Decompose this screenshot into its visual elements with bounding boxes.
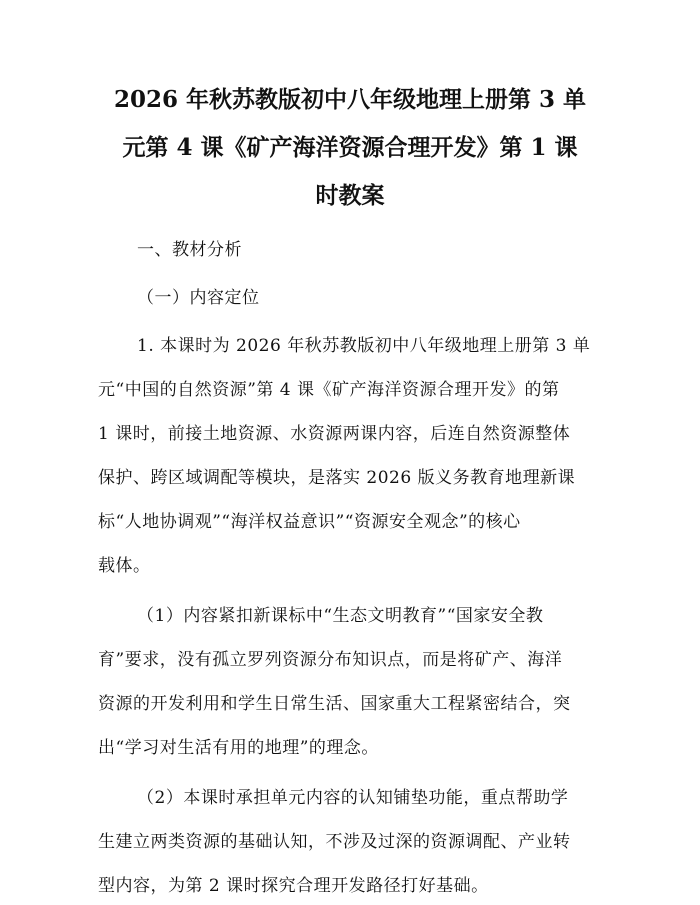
document-title-line-1: 2026 年秋苏教版初中八年级地理上册第 3 单 bbox=[113, 86, 587, 113]
subsection-heading: （一）内容定位 bbox=[137, 288, 260, 308]
paragraph-2-line: 育”要求，没有孤立罗列资源分布知识点，而是将矿产、海洋 bbox=[98, 650, 563, 670]
paragraph-1-line: 1. 本课时为 2026 年秋苏教版初中八年级地理上册第 3 单 bbox=[137, 336, 591, 356]
paragraph-1-line: 载体。 bbox=[98, 556, 151, 576]
paragraph-1-line: 保护、跨区域调配等模块，是落实 2026 版义务教育地理新课 bbox=[98, 468, 576, 488]
paragraph-1-line: 元“中国的自然资源”第 4 课《矿产海洋资源合理开发》的第 bbox=[98, 380, 560, 400]
paragraph-3-line: （2）本课时承担单元内容的认知铺垫功能，重点帮助学 bbox=[137, 788, 569, 808]
document-title-line-3: 时教案 bbox=[315, 182, 385, 209]
paragraph-3-line: 型内容，为第 2 课时探究合理开发路径打好基础。 bbox=[98, 876, 489, 896]
paragraph-2-line: （1）内容紧扣新课标中“生态文明教育”“国家安全教 bbox=[137, 606, 544, 626]
paragraph-1-line: 1 课时，前接土地资源、水资源两课内容，后连自然资源整体 bbox=[98, 424, 571, 444]
section-heading: 一、教材分析 bbox=[137, 240, 242, 260]
paragraph-2-line: 资源的开发利用和学生日常生活、国家重大工程紧密结合，突 bbox=[98, 694, 571, 714]
paragraph-2-line: 出“学习对生活有用的地理”的理念。 bbox=[98, 738, 379, 758]
paragraph-3-line: 生建立两类资源的基础认知，不涉及过深的资源调配、产业转 bbox=[98, 832, 571, 852]
paragraph-1-line: 标“人地协调观”“海洋权益意识”“资源安全观念”的核心 bbox=[98, 512, 521, 532]
document-title-line-2: 元第 4 课《矿产海洋资源合理开发》第 1 课 bbox=[122, 134, 578, 161]
